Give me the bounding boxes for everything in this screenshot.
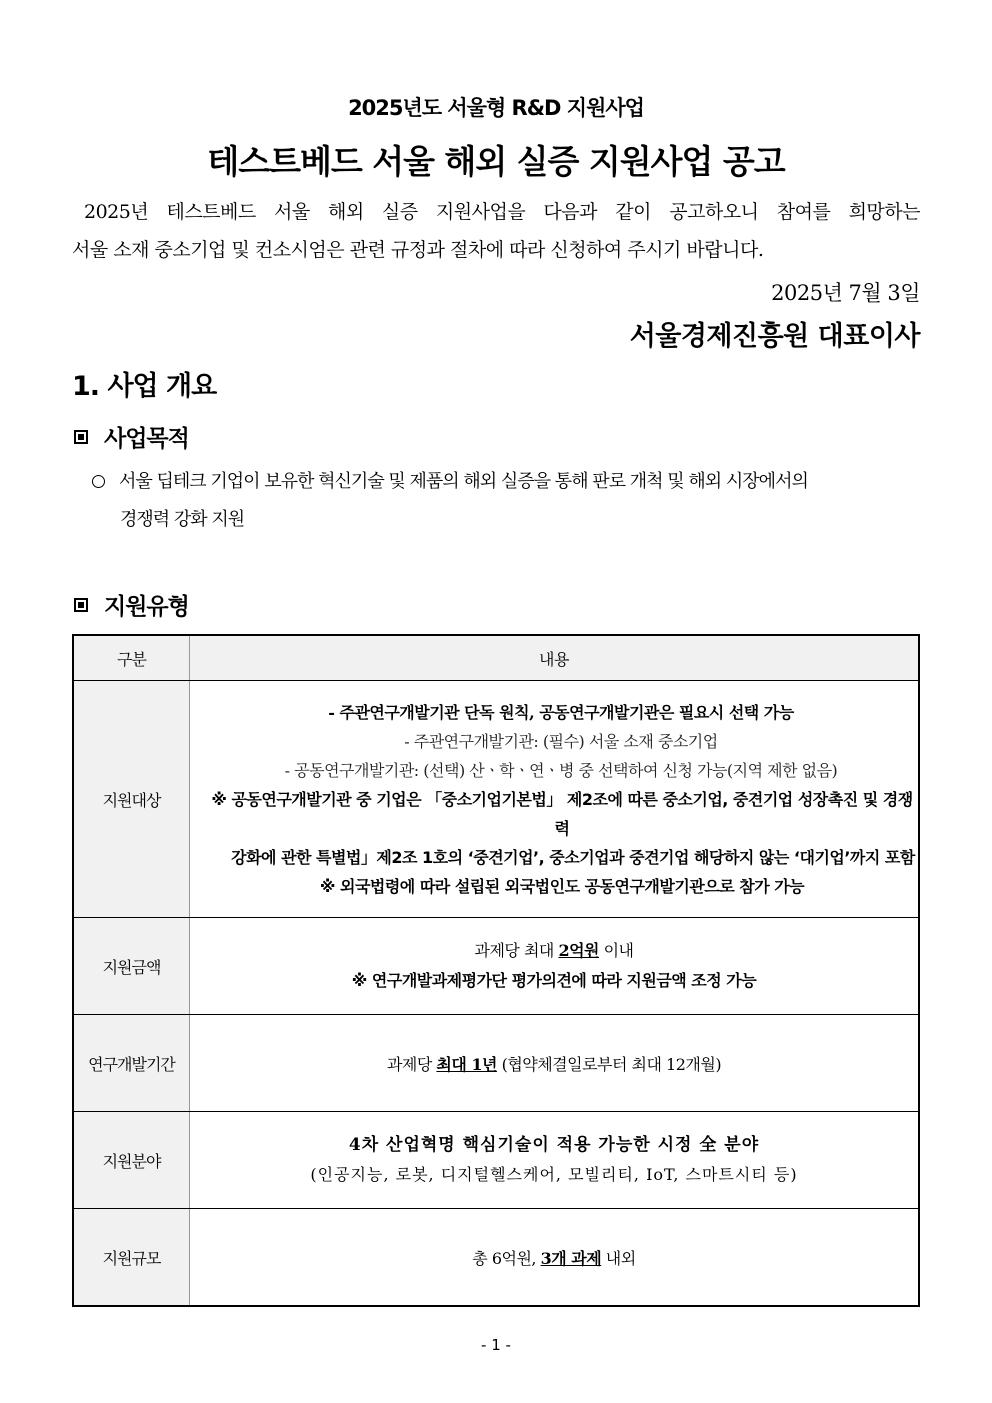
- row-label: 연구개발기간: [73, 1015, 190, 1112]
- subsection-support-type: [74, 588, 189, 621]
- program-subtitle: 2025년도 서울형 R&D 지원사업: [348, 96, 644, 120]
- row-content: [190, 918, 920, 1015]
- row-content: [190, 1209, 920, 1307]
- subsection-support-type-title: 지원유형: [104, 594, 189, 620]
- content-line: 4차 산업혁명 핵심기술이 적용 가능한 시정 全 분야: [348, 1135, 760, 1155]
- content-note: 강화에 관한 특별법」제2조 1호의 ‘중견기업’, 중소기업과 중견기업 해당하지 않는 ‘대기업’까지 포함: [231, 847, 915, 867]
- table-header-row: [73, 635, 919, 681]
- table-row: [73, 681, 919, 918]
- section-heading: 1. 사업 개요: [72, 371, 217, 402]
- header-category: 구분: [73, 635, 190, 681]
- content-line: (인공지능, 로봇, 디지털헬스케어, 모빌리티, IoT, 스마트시티 등): [310, 1165, 798, 1184]
- header-content: 내용: [190, 635, 920, 681]
- table-row: [73, 1112, 919, 1209]
- emphasis-count: 3개 과제: [540, 1248, 602, 1268]
- announcement-date: 2025년 7월 3일: [771, 281, 920, 305]
- table-row: [73, 1209, 919, 1307]
- support-type-table: [72, 634, 920, 1307]
- content-note: ※ 공동연구개발기관 중 기업은 「중소기업기본법」 제2조에 따른 중소기업, 중견기업 성장촉진 및 경쟁력: [211, 789, 913, 838]
- text: (협약체결일로부터 최대 12개월): [496, 1054, 722, 1074]
- text: 이내: [599, 941, 634, 960]
- table-row: [73, 1015, 919, 1112]
- content-note: ※ 연구개발과제평가단 평가의견에 따라 지원금액 조정 가능: [351, 971, 757, 990]
- square-bullet-icon: [74, 598, 88, 612]
- purpose-line-1: 서울 딥테크 기업이 보유한 혁신기술 및 제품의 해외 실증을 통해 판로 개척 및 해외 시장에서의: [119, 471, 808, 492]
- text: 과제당: [386, 1054, 437, 1074]
- page-number: - 1 -: [481, 1336, 511, 1354]
- row-content: [190, 1112, 920, 1209]
- intro-paragraph: [72, 193, 920, 269]
- row-content: [190, 681, 920, 918]
- table-row: [73, 918, 919, 1015]
- subsection-purpose-title: 사업목적: [104, 426, 189, 452]
- emphasis-amount: 2억원: [558, 941, 599, 960]
- row-label: 지원분야: [73, 1112, 190, 1209]
- subsection-purpose: [74, 420, 189, 453]
- row-label: 지원규모: [73, 1209, 190, 1307]
- content-line: - 주관연구개발기관: (필수) 서울 소재 중소기업: [404, 731, 718, 751]
- page-title: 테스트베드 서울 해외 실증 지원사업 공고: [207, 142, 785, 181]
- purpose-line-2: 경쟁력 강화 지원: [120, 509, 245, 530]
- row-label: 지원금액: [73, 918, 190, 1015]
- purpose-bullet: [92, 463, 920, 539]
- emphasis-period: 최대 1년: [436, 1054, 497, 1074]
- row-content: [190, 1015, 920, 1112]
- content-line: - 공동연구개발기관: (선택) 산ㆍ학ㆍ연ㆍ병 중 선택하여 신청 가능(지역 제한 없음): [284, 760, 838, 780]
- issuer: 서울경제진흥원 대표이사: [629, 321, 920, 352]
- square-bullet-icon: [74, 430, 88, 444]
- row-label: 지원대상: [73, 681, 190, 918]
- content-note: ※ 외국법령에 따라 설립된 외국법인도 공동연구개발기관으로 참가 가능: [319, 876, 805, 896]
- intro-line-2: 서울 소재 중소기업 및 컨소시엄은 관련 규정과 절차에 따라 신청하여 주시기 바랍니다.: [72, 239, 764, 261]
- content-line: - 주관연구개발기관 단독 원칙, 공동연구개발기관은 필요시 선택 가능: [328, 702, 794, 722]
- text: 내외: [601, 1248, 636, 1268]
- content-line: [190, 936, 918, 966]
- text: 총 6억원,: [472, 1248, 541, 1268]
- text: 과제당 최대: [474, 941, 559, 960]
- intro-line-1: 2025년 테스트베드 서울 해외 실증 지원사업을 다음과 같이 공고하오니 참여를 희망하는: [84, 201, 920, 223]
- circle-bullet-icon: [92, 475, 105, 488]
